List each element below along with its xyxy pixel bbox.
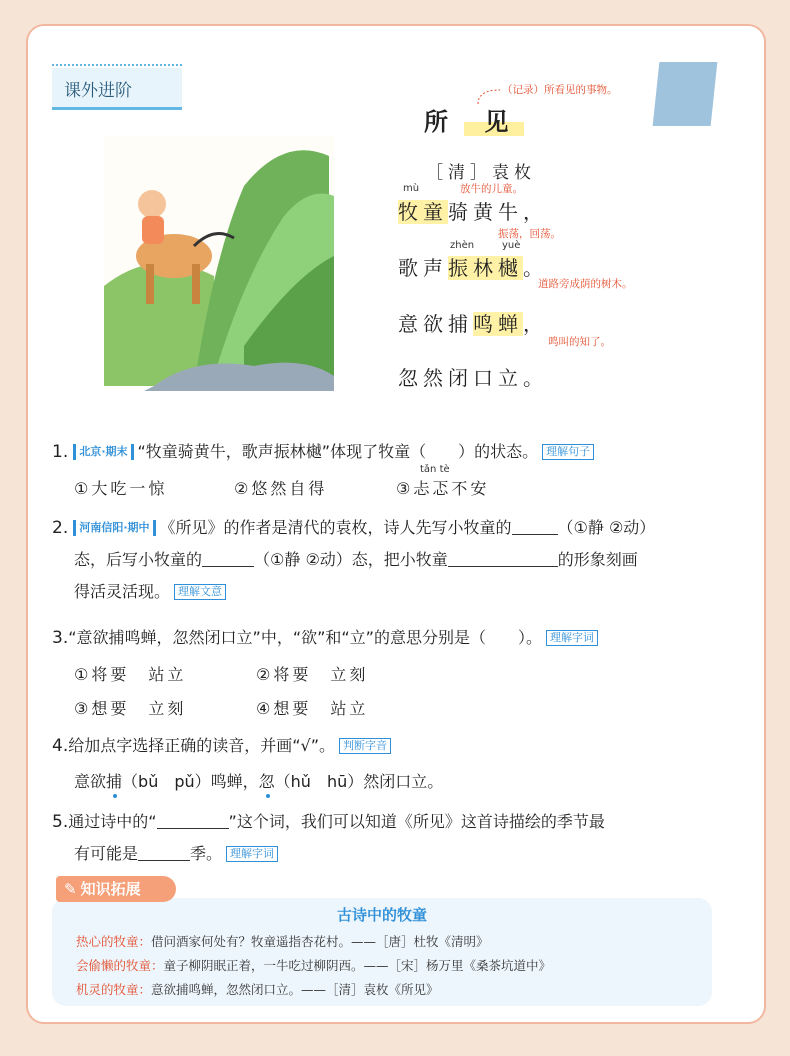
dotted-char-bu: 捕	[106, 772, 122, 791]
question-text: 季。	[190, 844, 223, 863]
q4-text: 意欲	[74, 772, 107, 791]
pinyin-mu: mù	[403, 183, 420, 194]
q1-option-1[interactable]: ①大吃一惊	[74, 479, 168, 498]
knowledge-line-1: 热心的牧童：借问酒家何处有？牧童遥指杏花村。——［唐］杜牧《清明》	[76, 934, 489, 949]
pinyin-zhen: zhèn	[450, 240, 475, 251]
question-number: 1.	[52, 442, 69, 462]
question-text: （①静 ②动）	[557, 518, 656, 537]
question-text: 《所见》的作者是清代的袁枚，诗人先写小牧童的	[159, 518, 512, 537]
q4-pronunciation-line	[74, 766, 443, 798]
answer-blank[interactable]	[448, 566, 558, 567]
question-2	[52, 512, 742, 608]
poem-line-3: 意欲捕鸣蝉，	[398, 312, 548, 336]
poem-illustration	[94, 126, 344, 396]
question-text: 得活灵活现。	[74, 582, 171, 601]
question-5	[52, 806, 742, 870]
q4-choice-bu[interactable]: （bǔ pǔ）鸣蝉，	[122, 772, 259, 791]
q1-option-3[interactable]: ③忐忑不安	[396, 479, 490, 498]
question-text: “意欲捕鸣蝉，忽然闭口立”中，“欲”和“立”的意思分别是（ ）。	[68, 628, 542, 647]
highlight-zhenlinyue: 振林樾	[448, 256, 523, 280]
q4-choice-hu[interactable]: （hǔ hū）然闭口立。	[274, 772, 444, 791]
question-text: 通过诗中的“	[68, 812, 157, 831]
question-skill-label: 理解句子	[542, 444, 594, 460]
note-zhen: 振荡，回荡。	[498, 228, 561, 240]
knowledge-header: ✎ 知识拓展	[56, 876, 176, 902]
question-text: “牧童骑黄牛，歌声振林樾”体现了牧童（ ）的状态。	[137, 442, 539, 461]
q3-option-3[interactable]: ③想要 立刻	[74, 699, 187, 718]
title-note: （记录）所看见的事物。	[502, 84, 618, 96]
question-text: 有可能是	[74, 844, 139, 863]
question-text: 态，后写小牧童的	[74, 550, 203, 569]
highlight-mingchan: 鸣蝉	[473, 312, 523, 336]
highlight-mutong: 牧童	[398, 200, 448, 224]
note-mingchan: 鸣叫的知了。	[548, 336, 611, 348]
worksheet-page	[26, 24, 766, 1024]
question-text: ”这个词，我们可以知道《所见》这首诗描绘的季节最	[228, 812, 605, 831]
question-1	[52, 436, 742, 468]
book-icon: ✎	[64, 880, 77, 898]
dotted-char-hu: 忽	[259, 772, 275, 791]
question-text: 的形象刻画	[557, 550, 638, 569]
q3-option-1[interactable]: ①将要 站立	[74, 665, 187, 684]
question-number: 4.	[52, 736, 69, 756]
question-text: （①静 ②动）态，把小牧童	[254, 550, 448, 569]
knowledge-line-2: 会偷懒的牧童：童子柳阴眠正着，一牛吃过柳阴西。——［宋］杨万里《桑茶坑道中》	[76, 958, 552, 973]
q3-option-2[interactable]: ②将要 立刻	[256, 665, 369, 684]
q3-option-4[interactable]: ④想要 站立	[256, 699, 369, 718]
question-skill-label: 理解字词	[546, 630, 598, 646]
knowledge-line-3: 机灵的牧童：意欲捕鸣蝉，忽然闭口立。——［清］袁枚《所见》	[76, 982, 439, 997]
poem-title: 所 见	[424, 107, 523, 136]
option-pinyin-tante: tǎn tè	[420, 464, 450, 475]
question-source-badge: 北京·期末	[73, 444, 133, 460]
note-mutong: 放牛的儿童。	[460, 183, 523, 195]
q1-option-2[interactable]: ②悠然自得	[234, 479, 328, 498]
question-skill-label: 判断字音	[339, 738, 391, 754]
poem-line-4: 忽然闭口立。	[398, 366, 548, 390]
answer-blank[interactable]	[202, 566, 254, 567]
answer-blank[interactable]	[157, 828, 229, 829]
note-linyue: 道路旁成荫的树木。	[538, 278, 633, 290]
question-number: 5.	[52, 812, 69, 832]
question-skill-label: 理解字词	[226, 846, 278, 862]
question-skill-label: 理解文意	[174, 584, 226, 600]
pinyin-yue: yuè	[502, 240, 521, 251]
knowledge-title: 古诗中的牧童	[336, 906, 427, 924]
answer-blank[interactable]	[512, 534, 558, 535]
question-text: 给加点字选择正确的读音，并画“√”。	[68, 736, 336, 755]
question-source-badge: 河南信阳·期中	[73, 520, 155, 536]
question-number: 2.	[52, 518, 69, 538]
decorative-stamp-image	[653, 62, 718, 126]
question-number: 3.	[52, 628, 69, 648]
poem-line-2: 歌声振林樾。	[398, 256, 548, 280]
poem-author: ［清］袁枚	[426, 163, 536, 183]
section-tag: 课外进阶	[52, 68, 182, 110]
title-note-arrow	[476, 84, 504, 108]
question-4	[52, 730, 742, 762]
question-3	[52, 622, 742, 654]
poem-line-1: 牧童骑黄牛，	[398, 200, 548, 224]
answer-blank[interactable]	[138, 860, 190, 861]
